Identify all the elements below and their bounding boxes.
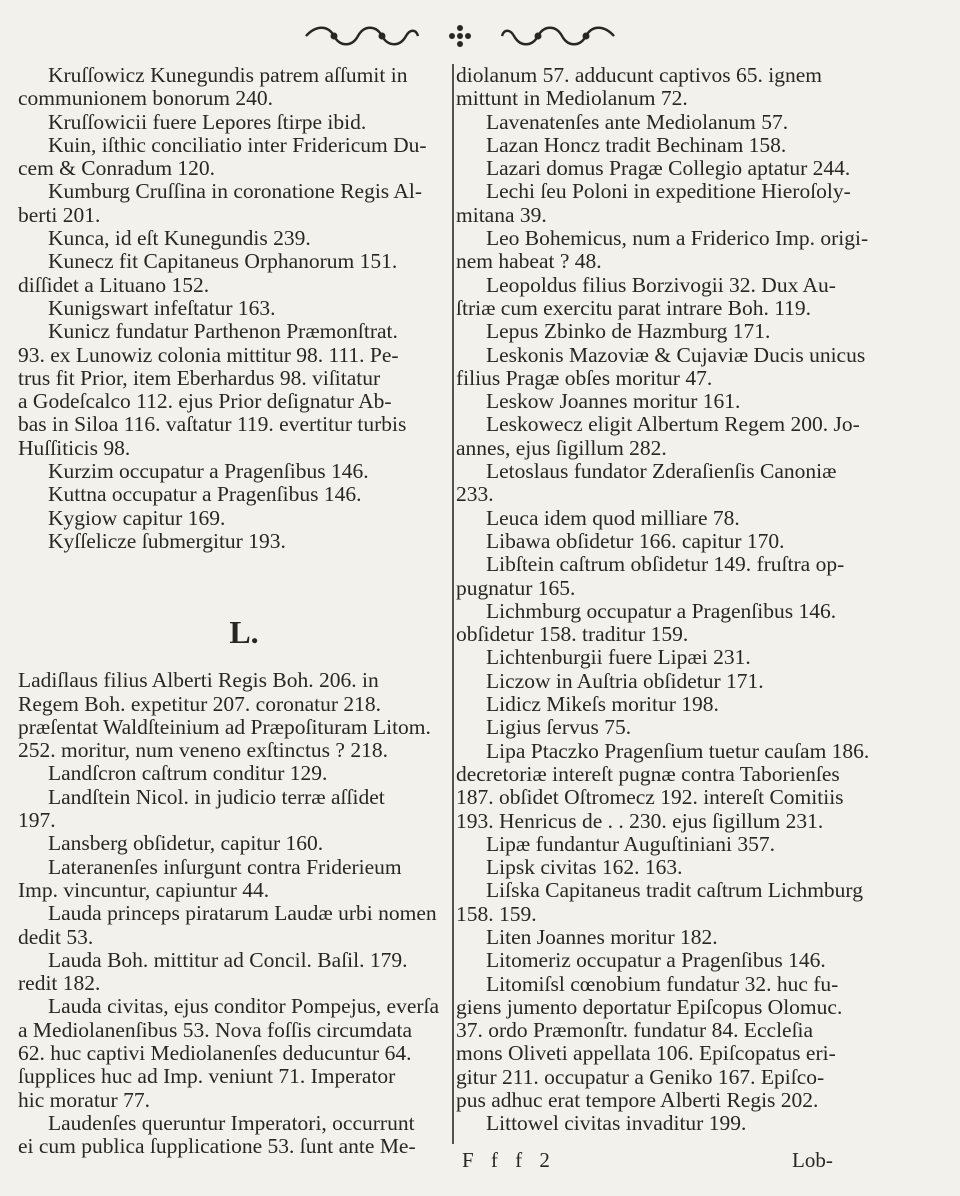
index-entry-line: 62. huc captivi Mediolanenſes deducuntur 64. <box>18 1040 412 1065</box>
index-entry-line: ſtriæ cum exercitu parat intrare Boh. 119. <box>456 295 812 320</box>
index-entry-line: Lansberg obſidetur, capitur 160. <box>48 831 324 856</box>
index-entry-line: Lichmburg occupatur a Pragenſibus 146. <box>486 598 837 623</box>
index-entry-line: nem habeat ? 48. <box>456 249 602 274</box>
index-entry-line: Lipa Ptaczko Pragenſium tuetur cauſam 186. <box>486 738 870 763</box>
index-entry-line: Kuttna occupatur a Pragenſibus 146. <box>48 482 362 507</box>
index-entry-line: Kygiow capitur 169. <box>48 505 226 530</box>
page-footer <box>0 1148 960 1178</box>
index-entry-line: Lechi ſeu Poloni in expeditione Hieroſoly- <box>486 179 851 204</box>
index-entry-line: Kruſſowicii fuere Lepores ſtirpe ibid. <box>48 109 367 134</box>
index-entry-line: mitana 39. <box>456 202 547 227</box>
section-spacer <box>18 655 450 669</box>
index-entry-line: Lepus Zbinko de Hazmburg 171. <box>486 319 771 344</box>
index-entry-line: 197. <box>18 808 56 833</box>
index-entry-line: redit 182. <box>18 971 101 996</box>
index-entry-line: 158. 159. <box>456 901 537 926</box>
index-entry-line: Lauda civitas, ejus conditor Pompejus, everſa <box>48 994 440 1019</box>
index-entry-line: Lichtenburgii fuere Lipæi 231. <box>486 645 751 670</box>
index-entry-line: Libawa obſidetur 166. capitur 170. <box>486 528 785 553</box>
index-entry-line: filius Pragæ obſes moritur 47. <box>456 365 713 390</box>
index-entry-line: Letoslaus fundator Zderaſienſis Canoniæ <box>486 459 837 484</box>
index-entry-line: pugnatur 165. <box>456 575 576 600</box>
index-entry-line: Lavenatenſes ante Mediolanum 57. <box>486 109 789 134</box>
index-entry-line: Kyſſelicze ſubmergitur 193. <box>48 528 286 553</box>
index-entry-line: Landſtein Nicol. in judicio terræ aſſidet <box>48 784 385 809</box>
index-entry-line: Lidicz Mikeſs moritur 198. <box>486 692 719 717</box>
index-entry-line: cem & Conradum 120. <box>18 156 216 181</box>
index-entry-line: Kurzim occupatur a Pragenſibus 146. <box>48 459 369 484</box>
index-entry-line: trus fit Prior, item Eberhardus 98. viſitatur <box>18 365 381 390</box>
index-entry-line: Litomeriz occupatur a Pragenſibus 146. <box>486 948 826 973</box>
section-spacer <box>18 553 450 609</box>
index-entry-line: 193. Henricus de . . 230. ejus ſigillum 231. <box>456 808 824 833</box>
index-entry-line: Kruſſowicz Kunegundis patrem aſſumit in <box>48 63 408 87</box>
index-entry-line: Littowel civitas invaditur 199. <box>486 1111 747 1136</box>
index-entry-line: diolanum 57. adducunt captivos 65. ignem <box>456 63 823 87</box>
index-entry-line: Liten Joannes moritur 182. <box>486 924 718 949</box>
index-entry-line: Leskonis Mazoviæ & Cujaviæ Ducis unicus <box>486 342 866 367</box>
right-column <box>456 64 896 1136</box>
index-entry-line: Lateranenſes inſurgunt contra Friderieum <box>48 854 402 879</box>
index-entry-line: Leuca idem quod milliare 78. <box>486 505 740 530</box>
index-entry-line: Liczow in Auſtria obſidetur 171. <box>486 668 764 693</box>
index-entry-line: Ligius ſervus 75. <box>486 715 632 740</box>
index-entry-line: Kunicz fundatur Parthenon Præmonſtrat. <box>48 319 398 344</box>
index-entry-line: decretoriæ intereſt pugnæ contra Taborienſes <box>456 761 840 786</box>
index-entry-line: diſſidet a Lituano 152. <box>18 272 210 297</box>
index-entry-line: Kunca, id eſt Kunegundis 239. <box>48 226 311 251</box>
left-column <box>18 64 450 1158</box>
index-entry-line: Landſcron caſtrum conditur 129. <box>48 761 328 786</box>
index-entry-line: communionem bonorum 240. <box>18 86 273 111</box>
index-entry-line: bas in Siloa 116. vaſtatur 119. evertitur turbis <box>18 412 407 437</box>
index-entry-line: Leskow Joannes moritur 161. <box>486 389 741 414</box>
index-entry-line: Libſtein caſtrum obſidetur 149. fruſtra op- <box>486 552 845 577</box>
index-entry-line: mons Oliveti appellata 106. Epiſcopatus eri- <box>456 1041 836 1066</box>
ornament-flower-icon <box>448 24 472 48</box>
index-entry-line: Lipsk civitas 162. 163. <box>486 855 683 880</box>
index-entry-line: Lazari domus Pragæ Collegio aptatur 244. <box>486 156 851 181</box>
index-entry-line: hic moratur 77. <box>18 1087 150 1112</box>
index-entry-line: Leskowecz eligit Albertum Regem 200. Jo- <box>486 412 860 437</box>
index-entry-line: Kumburg Cruſſina in coronatione Regis Al- <box>48 179 423 204</box>
index-entry-line: Leopoldus filius Borzivogii 32. Dux Au- <box>486 272 836 297</box>
header-ornament <box>300 20 620 52</box>
index-entry-line: 252. moritur, num veneno exſtinctus ? 218. <box>18 738 388 763</box>
index-entry-line: pus adhuc erat tempore Alberti Regis 202. <box>456 1088 819 1113</box>
index-entry-line: dedit 53. <box>18 924 94 949</box>
column-divider <box>452 64 454 1144</box>
index-entry-line: 93. ex Lunowiz colonia mittitur 98. 111. Pe- <box>18 342 399 367</box>
index-entry-line: Kunecz fit Capitaneus Orphanorum 151. <box>48 249 398 274</box>
index-entry-line: Laudenſes queruntur Imperatori, occurrunt <box>48 1110 415 1135</box>
index-entry-line: 37. ordo Præmonſtr. fundatur 84. Eccleſia <box>456 1018 814 1043</box>
index-entry-line: Imp. vincuntur, capiuntur 44. <box>18 877 270 902</box>
index-entry-line: Regem Boh. expetitur 207. coronatur 218. <box>18 691 382 716</box>
index-entry-line: giens jumento deportatur Epiſcopus Olomuc. <box>456 994 843 1019</box>
index-entry-line: Lipæ fundantur Auguſtiniani 357. <box>486 831 776 856</box>
index-entry-line: a Mediolanenſibus 53. Nova foſſis circumdata <box>18 1017 413 1042</box>
index-entry-line: a Godeſcalco 112. ejus Prior deſignatur Ab- <box>18 389 392 414</box>
index-entry-line: gitur 211. occupatur a Geniko 167. Epiſco- <box>456 1064 825 1089</box>
index-entry-line: mittunt in Mediolanum 72. <box>456 86 688 111</box>
index-entry-line: Lazan Honcz tradit Bechinam 158. <box>486 132 787 157</box>
index-entry-line: Litomiſsl cœnobium fundatur 32. huc fu- <box>486 971 839 996</box>
index-entry-line: Kunigswart infeſtatur 163. <box>48 295 276 320</box>
index-entry-line: Liſska Capitaneus tradit caſtrum Lichmburg <box>486 878 863 903</box>
index-entry-line: Kuin, iſthic conciliatio inter Fridericum Du- <box>48 132 427 157</box>
index-entry-line: Lauda Boh. mittitur ad Concil. Baſil. 179. <box>48 947 408 972</box>
ornament-scroll-left-icon <box>302 23 422 49</box>
index-entry-line: Huſſiticis 98. <box>18 435 131 460</box>
section-letter-heading: L. <box>229 614 259 651</box>
signature-mark: F f f 2 <box>462 1148 556 1172</box>
catchword: Lob- <box>792 1148 833 1172</box>
index-entry-line: Ladiſlaus filius Alberti Regis Boh. 206. in <box>18 668 379 693</box>
index-entry-line: ei cum publica ſupplicatione 53. ſunt ante Me- <box>18 1134 416 1159</box>
index-entry-line: annes, ejus ſigillum 282. <box>456 435 667 460</box>
index-entry-line: 187. obſidet Oſtromecz 192. intereſt Comitiis <box>456 785 844 810</box>
index-entry-line: berti 201. <box>18 202 101 227</box>
index-entry-line: Lauda princeps piratarum Laudæ urbi nomen <box>48 901 437 926</box>
ornament-scroll-right-icon <box>498 23 618 49</box>
index-entry-line: obſidetur 158. traditur 159. <box>456 622 689 647</box>
index-entry-line: 233. <box>456 482 494 507</box>
index-entry-line: ſupplices huc ad Imp. veniunt 71. Imperator <box>18 1064 396 1089</box>
index-entry-line: præſentat Waldſteinium ad Præpoſituram Litom. <box>18 714 431 739</box>
index-entry-line: Leo Bohemicus, num a Friderico Imp. origi- <box>486 226 869 251</box>
